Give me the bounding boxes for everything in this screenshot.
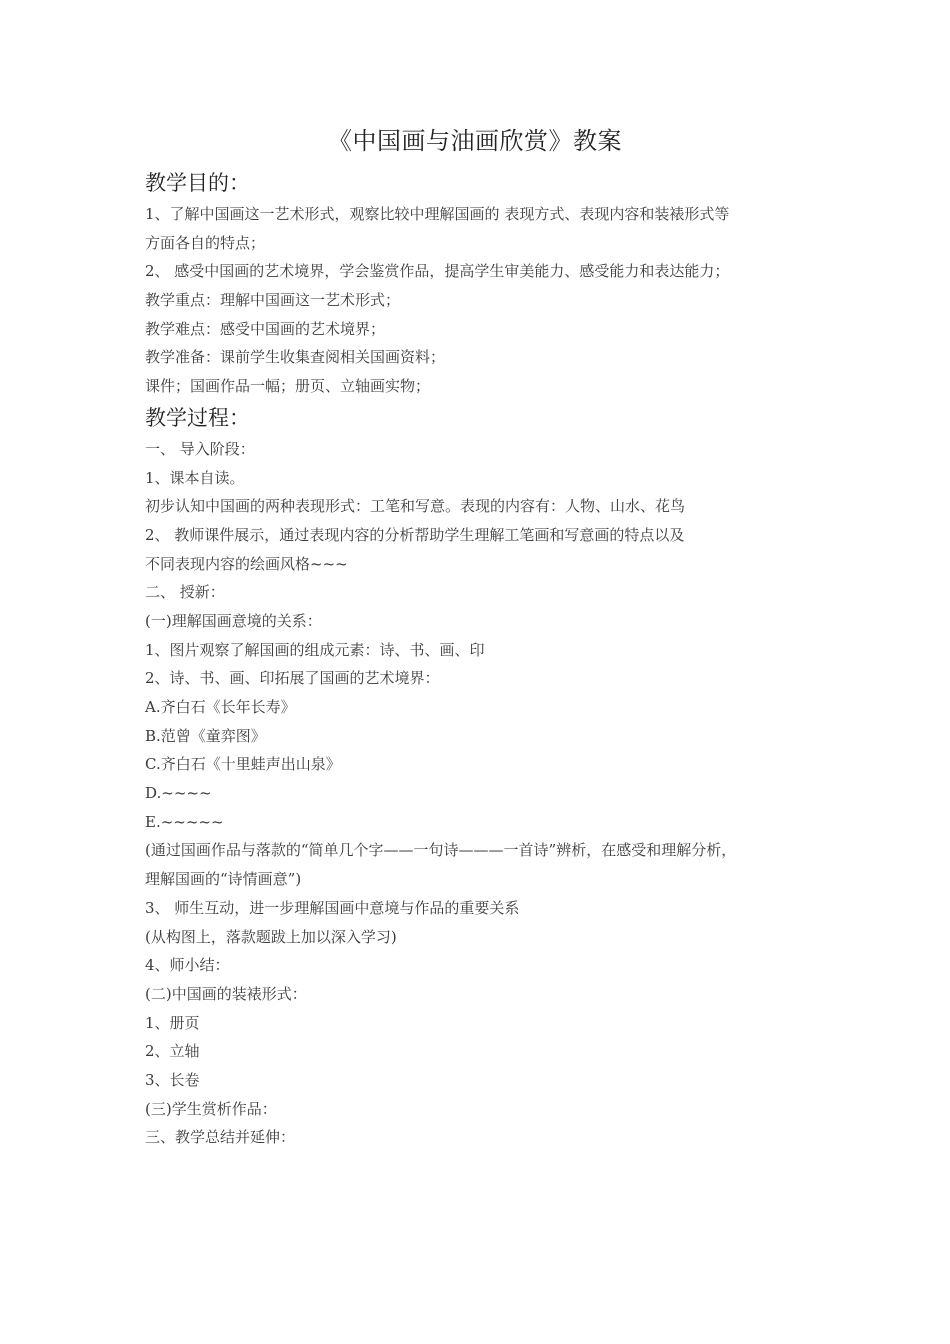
- paragraph-line: 1、课本自读。: [145, 468, 245, 487]
- paragraph-line: (三)学生赏析作品：: [145, 1099, 277, 1118]
- paragraph-line: 1、册页: [145, 1013, 200, 1032]
- section-heading-objectives: 教学目的：: [145, 171, 250, 195]
- paragraph-line: A.齐白石《长年长寿》: [145, 698, 296, 716]
- paragraph-line: (二)中国画的装裱形式：: [145, 984, 307, 1003]
- paragraph-line: (从构图上，落款题跋上加以深入学习): [145, 927, 397, 946]
- paragraph-line: (一)理解国画意境的关系：: [145, 611, 322, 630]
- paragraph-line: 3、 师生互动，进一步理解国画中意境与作品的重要关系: [145, 898, 520, 917]
- paragraph-line: C.齐白石《十里蛙声出山泉》: [145, 755, 341, 774]
- objectives-block: [145, 200, 835, 401]
- paragraph-line: 教学难点：感受中国画的艺术境界；: [145, 319, 386, 338]
- paragraph-line: 1、了解中国画这一艺术形式，观察比较中理解国画的 表现方式、表现内容和装裱形式等: [145, 205, 730, 223]
- paragraph-line: 理解国画的“诗情画意”): [145, 870, 302, 889]
- paragraph-line: 不同表现内容的绘画风格~~~: [145, 554, 348, 573]
- paragraph-line: 1、图片观察了解国画的组成元素：诗、书、画、印: [145, 640, 485, 659]
- paragraph-line: 教学重点：理解中国画这一艺术形式；: [145, 291, 401, 310]
- paragraph-line: 三、教学总结并延伸：: [145, 1128, 296, 1147]
- document-title: 《中国画与油画欣赏》教案: [328, 127, 622, 155]
- paragraph-line: 课件；国画作品一幅；册页、立轴画实物；: [145, 377, 431, 396]
- paragraph-line: D.~~~~: [145, 784, 212, 803]
- paragraph-line: 一、 导入阶段：: [145, 439, 255, 458]
- paragraph-line: 方面各自的特点；: [145, 233, 266, 252]
- paragraph-line: 2、立轴: [145, 1042, 200, 1061]
- paragraph-line: E.~~~~~: [145, 812, 224, 831]
- paragraph-line: 3、长卷: [145, 1070, 200, 1089]
- paragraph-line: B.范曾《童弈图》: [145, 726, 266, 745]
- paragraph-line: 初步认知中国画的两种表现形式：工笔和写意。表现的内容有：人物、山水、花鸟: [145, 497, 686, 516]
- paragraph-line: 2、 教师课件展示，通过表现内容的分析帮助学生理解工笔画和写意画的特点以及: [145, 525, 685, 544]
- paragraph-line: 教学准备：课前学生收集查阅相关国画资料；: [145, 348, 446, 367]
- paragraph-line: (通过国画作品与落款的“简单几个字——一句诗———一首诗”辨析，在感受和理解分析，: [145, 841, 737, 860]
- paragraph-line: 2、 感受中国画的艺术境界，学会鉴赏作品，提高学生审美能力、感受能力和表达能力；: [145, 262, 730, 281]
- process-block: [145, 435, 835, 1152]
- paragraph-line: 二、 授新：: [145, 583, 225, 602]
- paragraph-line: 4、师小结：: [145, 956, 230, 975]
- document-body: [145, 166, 835, 1152]
- paragraph-line: 2、诗、书、画、印拓展了国画的艺术境界：: [145, 669, 440, 688]
- section-heading-process: 教学过程：: [145, 405, 250, 430]
